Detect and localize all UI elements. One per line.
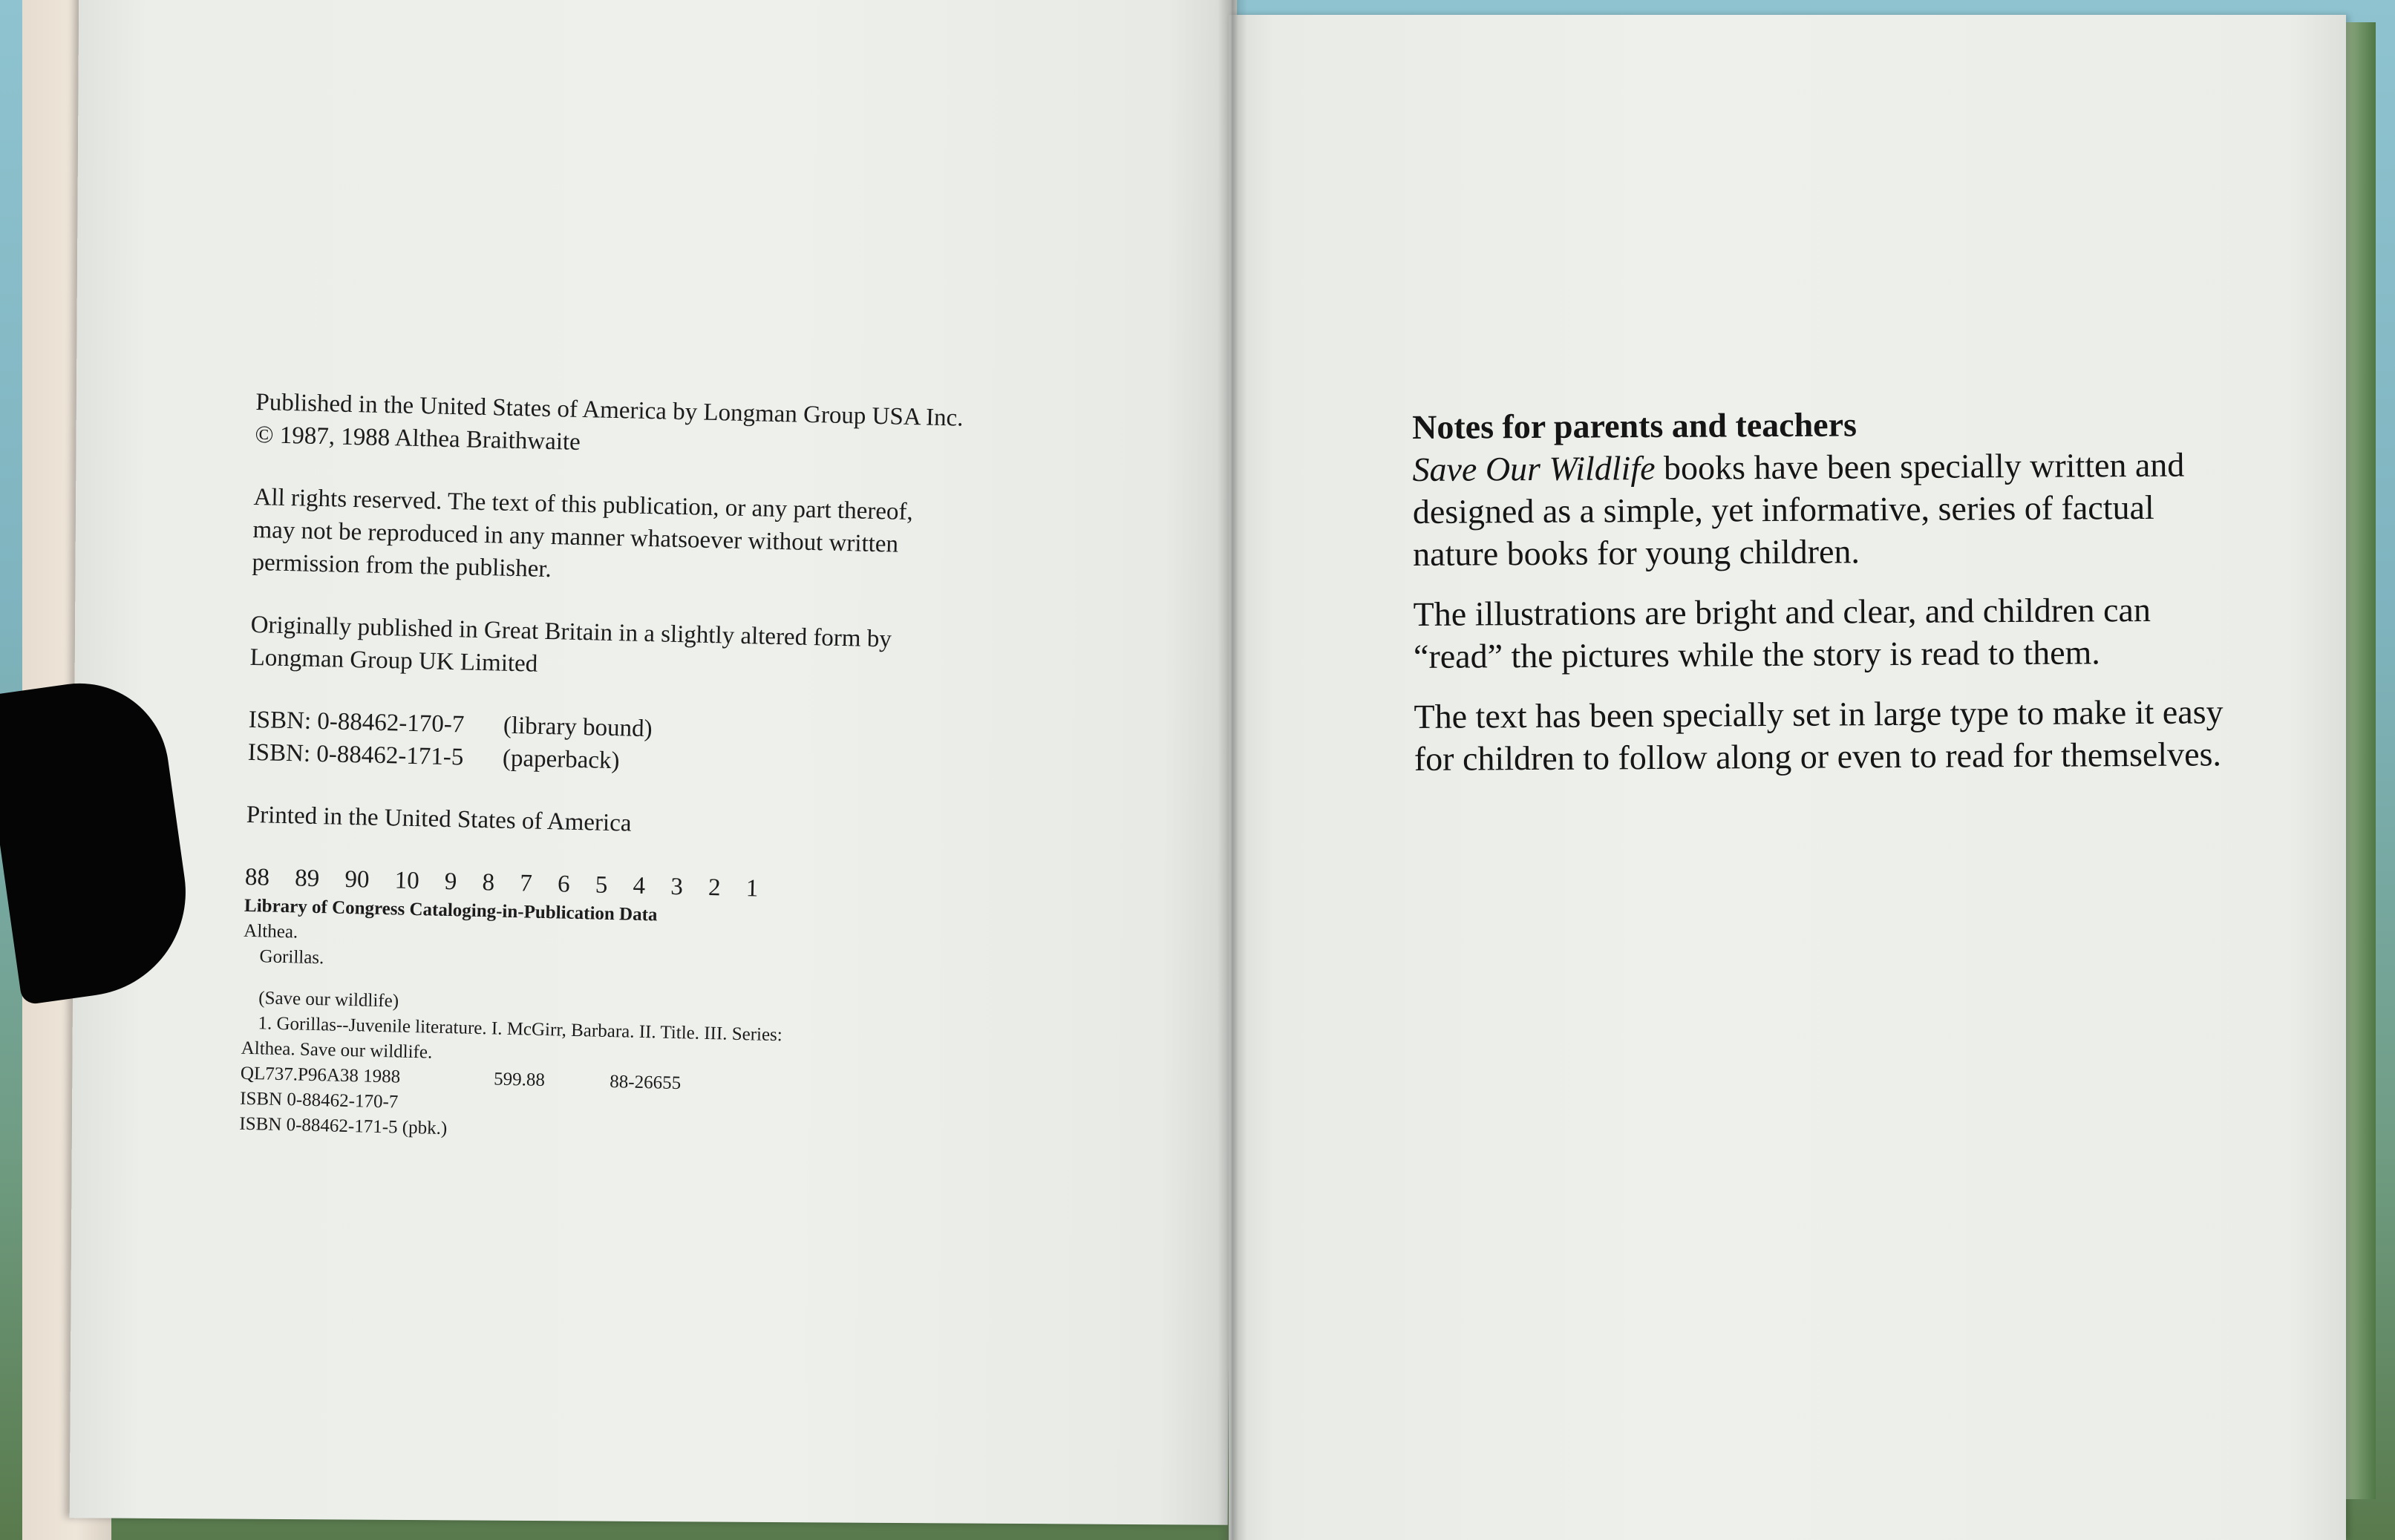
printed-in-line: Printed in the United States of America (246, 801, 632, 837)
cip-series-note: (Save our wildlife) (258, 988, 399, 1012)
print-number: 90 (344, 865, 370, 894)
cip-lccn: 88-26655 (610, 1072, 682, 1094)
notes-paragraph-text: books have been specially written and designed as a simple, yet informative, series of factual nature books for young children. (1412, 445, 2185, 573)
book-gutter (1218, 0, 1247, 1540)
isbn-block (247, 704, 1140, 789)
notes-paragraph (1412, 443, 2244, 575)
printed-in-block (246, 799, 1137, 851)
print-number: 4 (633, 872, 646, 900)
isbn-number: ISBN: 0-88462-171-5 (247, 738, 464, 771)
cip-isbn: ISBN 0-88462-170-7 (239, 1088, 399, 1113)
series-title: Save Our Wildlife (1412, 449, 1656, 488)
notes-page-text (1412, 402, 2246, 798)
original-line: Originally published in Great Britain in a slightly altered form by (250, 611, 892, 653)
cip-call-number: QL737.P96A38 1988 (240, 1063, 401, 1087)
print-number: 3 (670, 873, 684, 901)
print-number: 5 (595, 871, 608, 899)
original-line: Longman Group UK Limited (249, 643, 538, 678)
print-number: 2 (708, 874, 721, 902)
cip-subjects: 1. Gorillas--Juvenile literature. I. McGirr, Barbara. II. Title. III. Series: (258, 1013, 783, 1046)
print-number: 10 (394, 867, 420, 895)
notes-paragraph: The text has been specially set in large type to make it easy for children to follow along or even to read for themselves. (1414, 692, 2224, 778)
print-number: 89 (294, 865, 320, 893)
notes-paragraph: The illustrations are bright and clear, and children can “read” the pictures while the story is read to them. (1413, 590, 2151, 675)
isbn-number: ISBN: 0-88462-170-7 (248, 706, 465, 738)
original-publication-block (249, 609, 1142, 694)
print-number: 1 (745, 875, 759, 902)
print-number: 9 (444, 868, 457, 896)
print-number: 6 (557, 871, 571, 898)
cip-author: Althea. (244, 920, 298, 943)
isbn-binding: (library bound) (503, 712, 653, 743)
rights-line: All rights reserved. The text of this publication, or any part thereof, (253, 483, 914, 526)
rights-block (252, 481, 1145, 599)
cip-title: Library of Congress Cataloging-in-Publication Data (244, 895, 658, 925)
cip-data-block (239, 894, 1135, 1157)
cip-book-title: Gorillas. (259, 946, 324, 969)
print-number: 8 (482, 869, 495, 897)
notes-heading: Notes for parents and teachers (1412, 405, 1857, 446)
cip-isbn: ISBN 0-88462-171-5 (pbk.) (239, 1113, 448, 1139)
copyright-page-text (239, 386, 1147, 1157)
publisher-line: Published in the United States of America by Longman Group USA Inc. (255, 388, 964, 432)
rights-line: may not be reproduced in any manner whatsoever without written (252, 516, 899, 558)
isbn-binding: (paperback) (502, 744, 620, 775)
cip-subjects-continued: Althea. Save our wildlife. (241, 1038, 433, 1063)
print-number: 7 (519, 870, 533, 897)
print-number: 88 (244, 863, 270, 891)
rights-line: permission from the publisher. (252, 548, 552, 583)
copyright-line: © 1987, 1988 Althea Braithwaite (255, 421, 581, 456)
cip-class-number: 599.88 (493, 1069, 546, 1091)
